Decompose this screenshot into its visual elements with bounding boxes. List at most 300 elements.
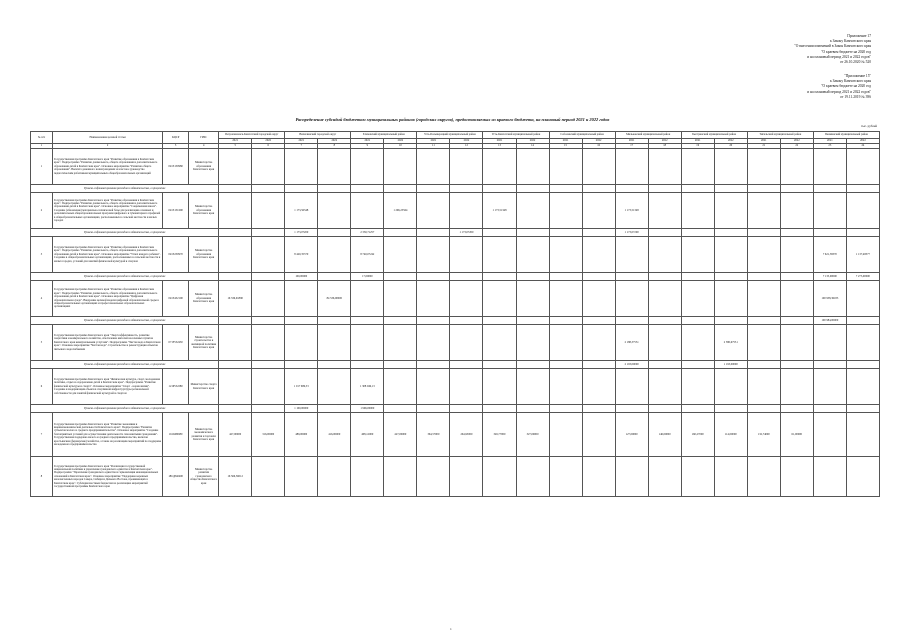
value-cell [582, 361, 615, 369]
table-row [31, 273, 880, 281]
value-cell [252, 229, 285, 237]
row-name: Государственная программа Камчатского края "Физическая культура, спорт, молодежная политика, отдых и оздоровление детей в Камчатском крае". Подпрограмма "Развитие физической культуры и спорта". Основное мероприятие "Спорт - норма жизни". Создание и модернизация объектов спортивной инфраструктуры региональной собственности для занятий физической культурой и спортом [53, 369, 163, 405]
value-cell: 2 193,00000 [615, 361, 648, 369]
value-cell [285, 325, 318, 361]
value-cell [318, 149, 351, 185]
value-cell: 7 273,00000 [846, 273, 879, 281]
value-cell [813, 369, 846, 405]
row-grbs: Министерство развития гражданского общества Камчатского края [189, 457, 219, 497]
table-row [31, 361, 880, 369]
value-cell [747, 361, 780, 369]
value-cell [450, 281, 483, 317]
row-grbs: Министерство образования Камчатского края [189, 193, 219, 229]
table-row [31, 229, 880, 237]
column-number: 14 [516, 144, 549, 149]
value-cell: 146,00000 [648, 413, 681, 457]
appendix-line: от 26.10.2020 № 520 [839, 60, 871, 65]
year-header: 2022 [846, 139, 879, 144]
value-cell [681, 193, 714, 229]
value-cell: 16 336,91890 [219, 281, 252, 317]
table-row [31, 193, 880, 229]
value-cell: 16 566,56012 [219, 457, 252, 497]
value-cell [846, 149, 879, 185]
value-cell [582, 281, 615, 317]
value-cell: 160,27000 [681, 413, 714, 457]
row-name: Государственная программа Камчатского края "Развитие образования в Камчатском крае". Подпрограмма "Развитие дошкольного, общего образования и дополнительного образования детей в Камчатском крае". Основное мероприятие "Цифровая образовательная среда". Внедрение целевой модели цифровой образовательной среды в общеобразовательных организациях и профессиональных образовательных организациях [53, 281, 163, 317]
value-cell: 1 173,07200 [450, 229, 483, 237]
table-row [31, 317, 880, 325]
column-number: 21 [747, 144, 780, 149]
column-number: 16 [582, 144, 615, 149]
value-cell [318, 325, 351, 361]
value-cell [318, 273, 351, 281]
value-cell [516, 405, 549, 413]
value-cell [747, 193, 780, 229]
row-grbs: Министерство образования Камчатского края [189, 237, 219, 273]
value-cell [549, 273, 582, 281]
value-cell: 84 536,00000 [318, 281, 351, 317]
value-cell [351, 361, 384, 369]
value-cell [648, 369, 681, 405]
row-kcsr: 021E151690 [163, 193, 189, 229]
value-cell [417, 361, 450, 369]
value-cell [582, 325, 615, 361]
value-cell [384, 457, 417, 497]
value-cell: 408,12000 [351, 413, 384, 457]
value-cell: 17,00000 [351, 273, 384, 281]
year-header: 2021 [681, 139, 714, 144]
value-cell [483, 229, 516, 237]
value-cell [252, 237, 285, 273]
value-cell [846, 405, 879, 413]
value-cell [549, 185, 582, 193]
value-cell [483, 317, 516, 325]
year-header: 2021 [549, 139, 582, 144]
column-number: 10 [384, 144, 417, 149]
value-cell [384, 185, 417, 193]
value-cell [450, 185, 483, 193]
value-cell: 7 135,00000 [813, 273, 846, 281]
value-cell [681, 457, 714, 497]
value-cell [780, 193, 813, 229]
value-cell [813, 229, 846, 237]
year-header: 2022 [714, 139, 747, 144]
column-header: КЦСР [163, 132, 189, 144]
value-cell [747, 237, 780, 273]
value-cell: 1 296,25564 [384, 193, 417, 229]
column-header: № п/п [31, 132, 53, 144]
value-cell [417, 237, 450, 273]
value-cell [351, 193, 384, 229]
share-label: Уровень софинансирования расходного обязательства, в процентах [31, 405, 219, 413]
value-cell [780, 149, 813, 185]
column-number: 22 [780, 144, 813, 149]
value-cell [780, 405, 813, 413]
column-number: 19 [681, 144, 714, 149]
value-cell: 1 173,07200 [285, 229, 318, 237]
value-cell [450, 149, 483, 185]
row-grbs: Министерство экономического развития и торговли Камчатского края [189, 413, 219, 457]
year-header: 2022 [582, 139, 615, 144]
column-header: Петропавловск-Камчатский городской округ [219, 132, 285, 139]
value-cell [813, 325, 846, 361]
value-cell [549, 457, 582, 497]
column-number: 18 [648, 144, 681, 149]
appendix-line: и на плановый период 2021 и 2022 годов" [807, 89, 871, 94]
value-cell [483, 325, 516, 361]
value-cell [417, 185, 450, 193]
value-cell [846, 193, 879, 229]
value-cell [681, 317, 714, 325]
appendix-line: к Закону Камчатского края [830, 79, 871, 84]
value-cell [450, 405, 483, 413]
value-cell [351, 185, 384, 193]
value-cell [252, 457, 285, 497]
value-cell: 1 100,00000 [285, 405, 318, 413]
value-cell [483, 361, 516, 369]
value-cell [285, 149, 318, 185]
value-cell [219, 361, 252, 369]
value-cell [450, 325, 483, 361]
value-cell [384, 237, 417, 273]
row-grbs: Министерство образования Камчатского края [189, 281, 219, 317]
share-label: Уровень софинансирования расходного обязательства, в процентах [31, 229, 219, 237]
value-cell [516, 237, 549, 273]
value-cell: 1 173,07200 [615, 229, 648, 237]
value-cell [483, 185, 516, 193]
value-cell [813, 413, 846, 457]
value-cell [219, 185, 252, 193]
value-cell: 1 308 049,13 [351, 369, 384, 405]
value-cell [780, 273, 813, 281]
row-name: Государственная программа Камчатского края "Энергоэффективность, развитие энергетики и коммунального хозяйства, обеспечение жителей населенных пунктов Камчатского края коммунальными услугами". Подпрограмма "Чистая вода в Камчатском крае". Основное мероприятие "Чистая вода". Строительство и реконструкция объектов питьевого водоснабжения [53, 325, 163, 361]
value-cell [483, 281, 516, 317]
value-cell [417, 273, 450, 281]
value-cell [417, 281, 450, 317]
value-cell [714, 457, 747, 497]
value-cell [252, 361, 285, 369]
appendix-block-current [794, 34, 871, 65]
column-number: 6 [252, 144, 285, 149]
value-cell [747, 229, 780, 237]
value-cell [813, 185, 846, 193]
value-cell [681, 149, 714, 185]
row-grbs: Министерство образования Камчатского края [189, 149, 219, 185]
value-cell [780, 185, 813, 193]
column-header: Соболевский муниципальный район [549, 132, 615, 139]
column-number: 3 [163, 144, 189, 149]
table-row [31, 405, 880, 413]
value-cell [714, 229, 747, 237]
value-cell [483, 273, 516, 281]
column-header: Быстринский муниципальный район [681, 132, 747, 139]
column-number: 8 [318, 144, 351, 149]
value-cell [285, 361, 318, 369]
value-cell [516, 317, 549, 325]
value-cell: 100,00000 [285, 273, 318, 281]
value-cell [318, 369, 351, 405]
value-cell [219, 149, 252, 185]
value-cell: 264,93000 [450, 413, 483, 457]
value-cell [846, 317, 879, 325]
value-cell [846, 361, 879, 369]
value-cell [450, 193, 483, 229]
value-cell [252, 193, 285, 229]
value-cell [219, 237, 252, 273]
value-cell [780, 361, 813, 369]
row-kcsr: 161I480980 [163, 413, 189, 457]
value-cell [648, 317, 681, 325]
value-cell [219, 193, 252, 229]
table-row [31, 185, 880, 193]
value-cell [780, 317, 813, 325]
value-cell [648, 273, 681, 281]
column-number: 5 [219, 144, 252, 149]
value-cell: 2 580,67551 [714, 325, 747, 361]
value-cell [516, 273, 549, 281]
value-cell [285, 457, 318, 497]
value-cell [681, 273, 714, 281]
value-cell [582, 237, 615, 273]
value-cell [582, 413, 615, 457]
value-cell [483, 369, 516, 405]
value-cell [252, 149, 285, 185]
value-cell: 114,00000 [714, 413, 747, 457]
row-number: 6 [31, 369, 53, 405]
value-cell: 2 330,71257 [351, 229, 384, 237]
row-name: Государственная программа Камчатского края "Развитие образования в Камчатском крае". Подпрограмма "Развитие дошкольного, общего образования и дополнительного образования детей в Камчатском крае". Основное мероприятие "Развитие общего образования". Выплата денежного вознаграждения за классное руководство педагогическим работникам муниципальных общеобразовательных организаций [53, 149, 163, 185]
appendix-line: "О внесении изменений в Закон Камчатского края [794, 44, 871, 49]
value-cell [648, 405, 681, 413]
value-cell [219, 273, 252, 281]
value-cell [648, 361, 681, 369]
value-cell [615, 185, 648, 193]
value-cell: 489,00000 [285, 413, 318, 457]
value-cell [780, 457, 813, 497]
value-cell [252, 317, 285, 325]
value-cell [252, 369, 285, 405]
row-kcsr: 181Q840400 [163, 457, 189, 497]
row-grbs: Министерство спорта Камчатского края [189, 369, 219, 405]
value-cell [549, 237, 582, 273]
column-header: Елизовский муниципальный район [351, 132, 417, 139]
value-cell [384, 281, 417, 317]
value-cell [813, 457, 846, 497]
year-header: 2022 [780, 139, 813, 144]
value-cell [351, 457, 384, 497]
value-cell: 2 188,37551 [615, 325, 648, 361]
value-cell [417, 149, 450, 185]
row-name: Государственная программа Камчатского края "Развитие образования в Камчатском крае". Подпрограмма "Развитие дошкольного, общего образования и дополнительного образования детей в Камчатском крае". Основное мероприятие "Современная школа". Создание (обновление) материально-технической базы для реализации основных и дополнительных общеобразовательных программ цифрового и гуманитарного профилей в общеобразовательных организациях, расположенных в сельской местности и малых городах [53, 193, 163, 229]
value-cell [615, 369, 648, 405]
value-cell: 326,77000 [483, 413, 516, 457]
value-cell [681, 237, 714, 273]
value-cell [384, 325, 417, 361]
value-cell [615, 237, 648, 273]
value-cell [450, 361, 483, 369]
value-cell: 327,00000 [516, 413, 549, 457]
value-cell [483, 237, 516, 273]
value-cell [417, 229, 450, 237]
column-number: 13 [483, 144, 516, 149]
value-cell [549, 325, 582, 361]
value-cell [615, 317, 648, 325]
value-cell [219, 229, 252, 237]
value-cell [417, 369, 450, 405]
value-cell [714, 237, 747, 273]
value-cell [747, 317, 780, 325]
value-cell [747, 149, 780, 185]
value-cell [483, 149, 516, 185]
value-cell [516, 193, 549, 229]
value-cell [549, 405, 582, 413]
value-cell [714, 149, 747, 185]
value-cell [747, 325, 780, 361]
value-cell [483, 457, 516, 497]
value-cell [549, 229, 582, 237]
column-number: 4 [189, 144, 219, 149]
value-cell [483, 405, 516, 413]
column-number: 7 [285, 144, 318, 149]
row-number: 2 [31, 193, 53, 229]
value-cell [582, 405, 615, 413]
value-cell [648, 193, 681, 229]
value-cell [417, 457, 450, 497]
value-cell [417, 317, 450, 325]
share-label: Уровень софинансирования расходного обязательства, в процентах [31, 273, 219, 281]
value-cell [450, 237, 483, 273]
year-header: 2021 [417, 139, 450, 144]
value-cell [780, 237, 813, 273]
value-cell [681, 325, 714, 361]
value-cell [318, 185, 351, 193]
row-grbs: Министерство строительства и жилищной политики Камчатского края [189, 325, 219, 361]
value-cell [285, 281, 318, 317]
value-cell [813, 149, 846, 185]
value-cell [747, 369, 780, 405]
value-cell [450, 273, 483, 281]
year-header: 2022 [648, 139, 681, 144]
value-cell: 8 420,35370 [285, 237, 318, 273]
value-cell: 132,74000 [747, 413, 780, 457]
value-cell [714, 185, 747, 193]
table-row [31, 413, 880, 457]
value-cell [846, 369, 879, 405]
value-cell [417, 405, 450, 413]
value-cell [219, 405, 252, 413]
value-cell [681, 229, 714, 237]
value-cell [582, 149, 615, 185]
value-cell [384, 229, 417, 237]
value-cell [714, 317, 747, 325]
unit-note: тыс. рублей [861, 124, 877, 128]
column-number: 17 [615, 144, 648, 149]
table-row [31, 325, 880, 361]
value-cell [417, 325, 450, 361]
value-cell [846, 185, 879, 193]
column-header: Наименование целевой статьи [53, 132, 163, 144]
value-cell: 1 017 689,53 [285, 369, 318, 405]
value-cell [516, 325, 549, 361]
value-cell [846, 325, 879, 361]
year-header: 2021 [483, 139, 516, 144]
year-header: 2021 [219, 139, 252, 144]
value-cell: 1 137,48377 [846, 237, 879, 273]
value-cell [351, 149, 384, 185]
table-row [31, 149, 880, 185]
column-number: 23 [813, 144, 846, 149]
value-cell [384, 405, 417, 413]
value-cell [582, 273, 615, 281]
column-number: 24 [846, 144, 879, 149]
value-cell: 416,00000 [318, 413, 351, 457]
value-cell [648, 457, 681, 497]
share-label: Уровень софинансирования расходного обязательства, в процентах [31, 317, 219, 325]
value-cell [318, 317, 351, 325]
year-header: 2021 [813, 139, 846, 144]
value-cell [351, 325, 384, 361]
row-kcsr: 071F552430 [163, 325, 189, 361]
value-cell [648, 237, 681, 273]
value-cell: 1 173,51348 [483, 193, 516, 229]
column-header: ГРБС [189, 132, 219, 144]
column-header: Тигильский муниципальный район [747, 132, 813, 139]
value-cell [582, 185, 615, 193]
value-cell [582, 369, 615, 405]
value-cell [813, 361, 846, 369]
year-header: 2022 [450, 139, 483, 144]
value-cell [219, 317, 252, 325]
column-header: Усть-Большерецкий муниципальный район [417, 132, 483, 139]
value-cell [252, 185, 285, 193]
value-cell [549, 317, 582, 325]
value-cell [582, 317, 615, 325]
value-cell [747, 281, 780, 317]
value-cell [846, 457, 879, 497]
value-cell [747, 273, 780, 281]
year-header: 2022 [318, 139, 351, 144]
appendix-line: "Приложение 15" [844, 74, 871, 78]
value-cell [318, 405, 351, 413]
row-number: 5 [31, 325, 53, 361]
value-cell [615, 281, 648, 317]
column-number: 15 [549, 144, 582, 149]
value-cell [417, 193, 450, 229]
value-cell [681, 369, 714, 405]
value-cell [813, 193, 846, 229]
value-cell [780, 325, 813, 361]
value-cell [582, 457, 615, 497]
value-cell: 1 193,00000 [714, 361, 747, 369]
value-cell [582, 229, 615, 237]
value-cell [846, 229, 879, 237]
year-header: 2022 [252, 139, 285, 144]
value-cell [351, 317, 384, 325]
row-number: 1 [31, 149, 53, 185]
column-number: 9 [351, 144, 384, 149]
value-cell [615, 405, 648, 413]
value-cell [516, 185, 549, 193]
value-cell: 427,00000 [384, 413, 417, 457]
row-kcsr: 021E150980 [163, 149, 189, 185]
row-kcsr: 021E452100 [163, 281, 189, 317]
value-cell [351, 281, 384, 317]
value-cell [714, 281, 747, 317]
share-label: Уровень софинансирования расходного обязательства, в процентах [31, 361, 219, 369]
value-cell [219, 325, 252, 361]
value-cell [681, 361, 714, 369]
value-cell [648, 325, 681, 361]
